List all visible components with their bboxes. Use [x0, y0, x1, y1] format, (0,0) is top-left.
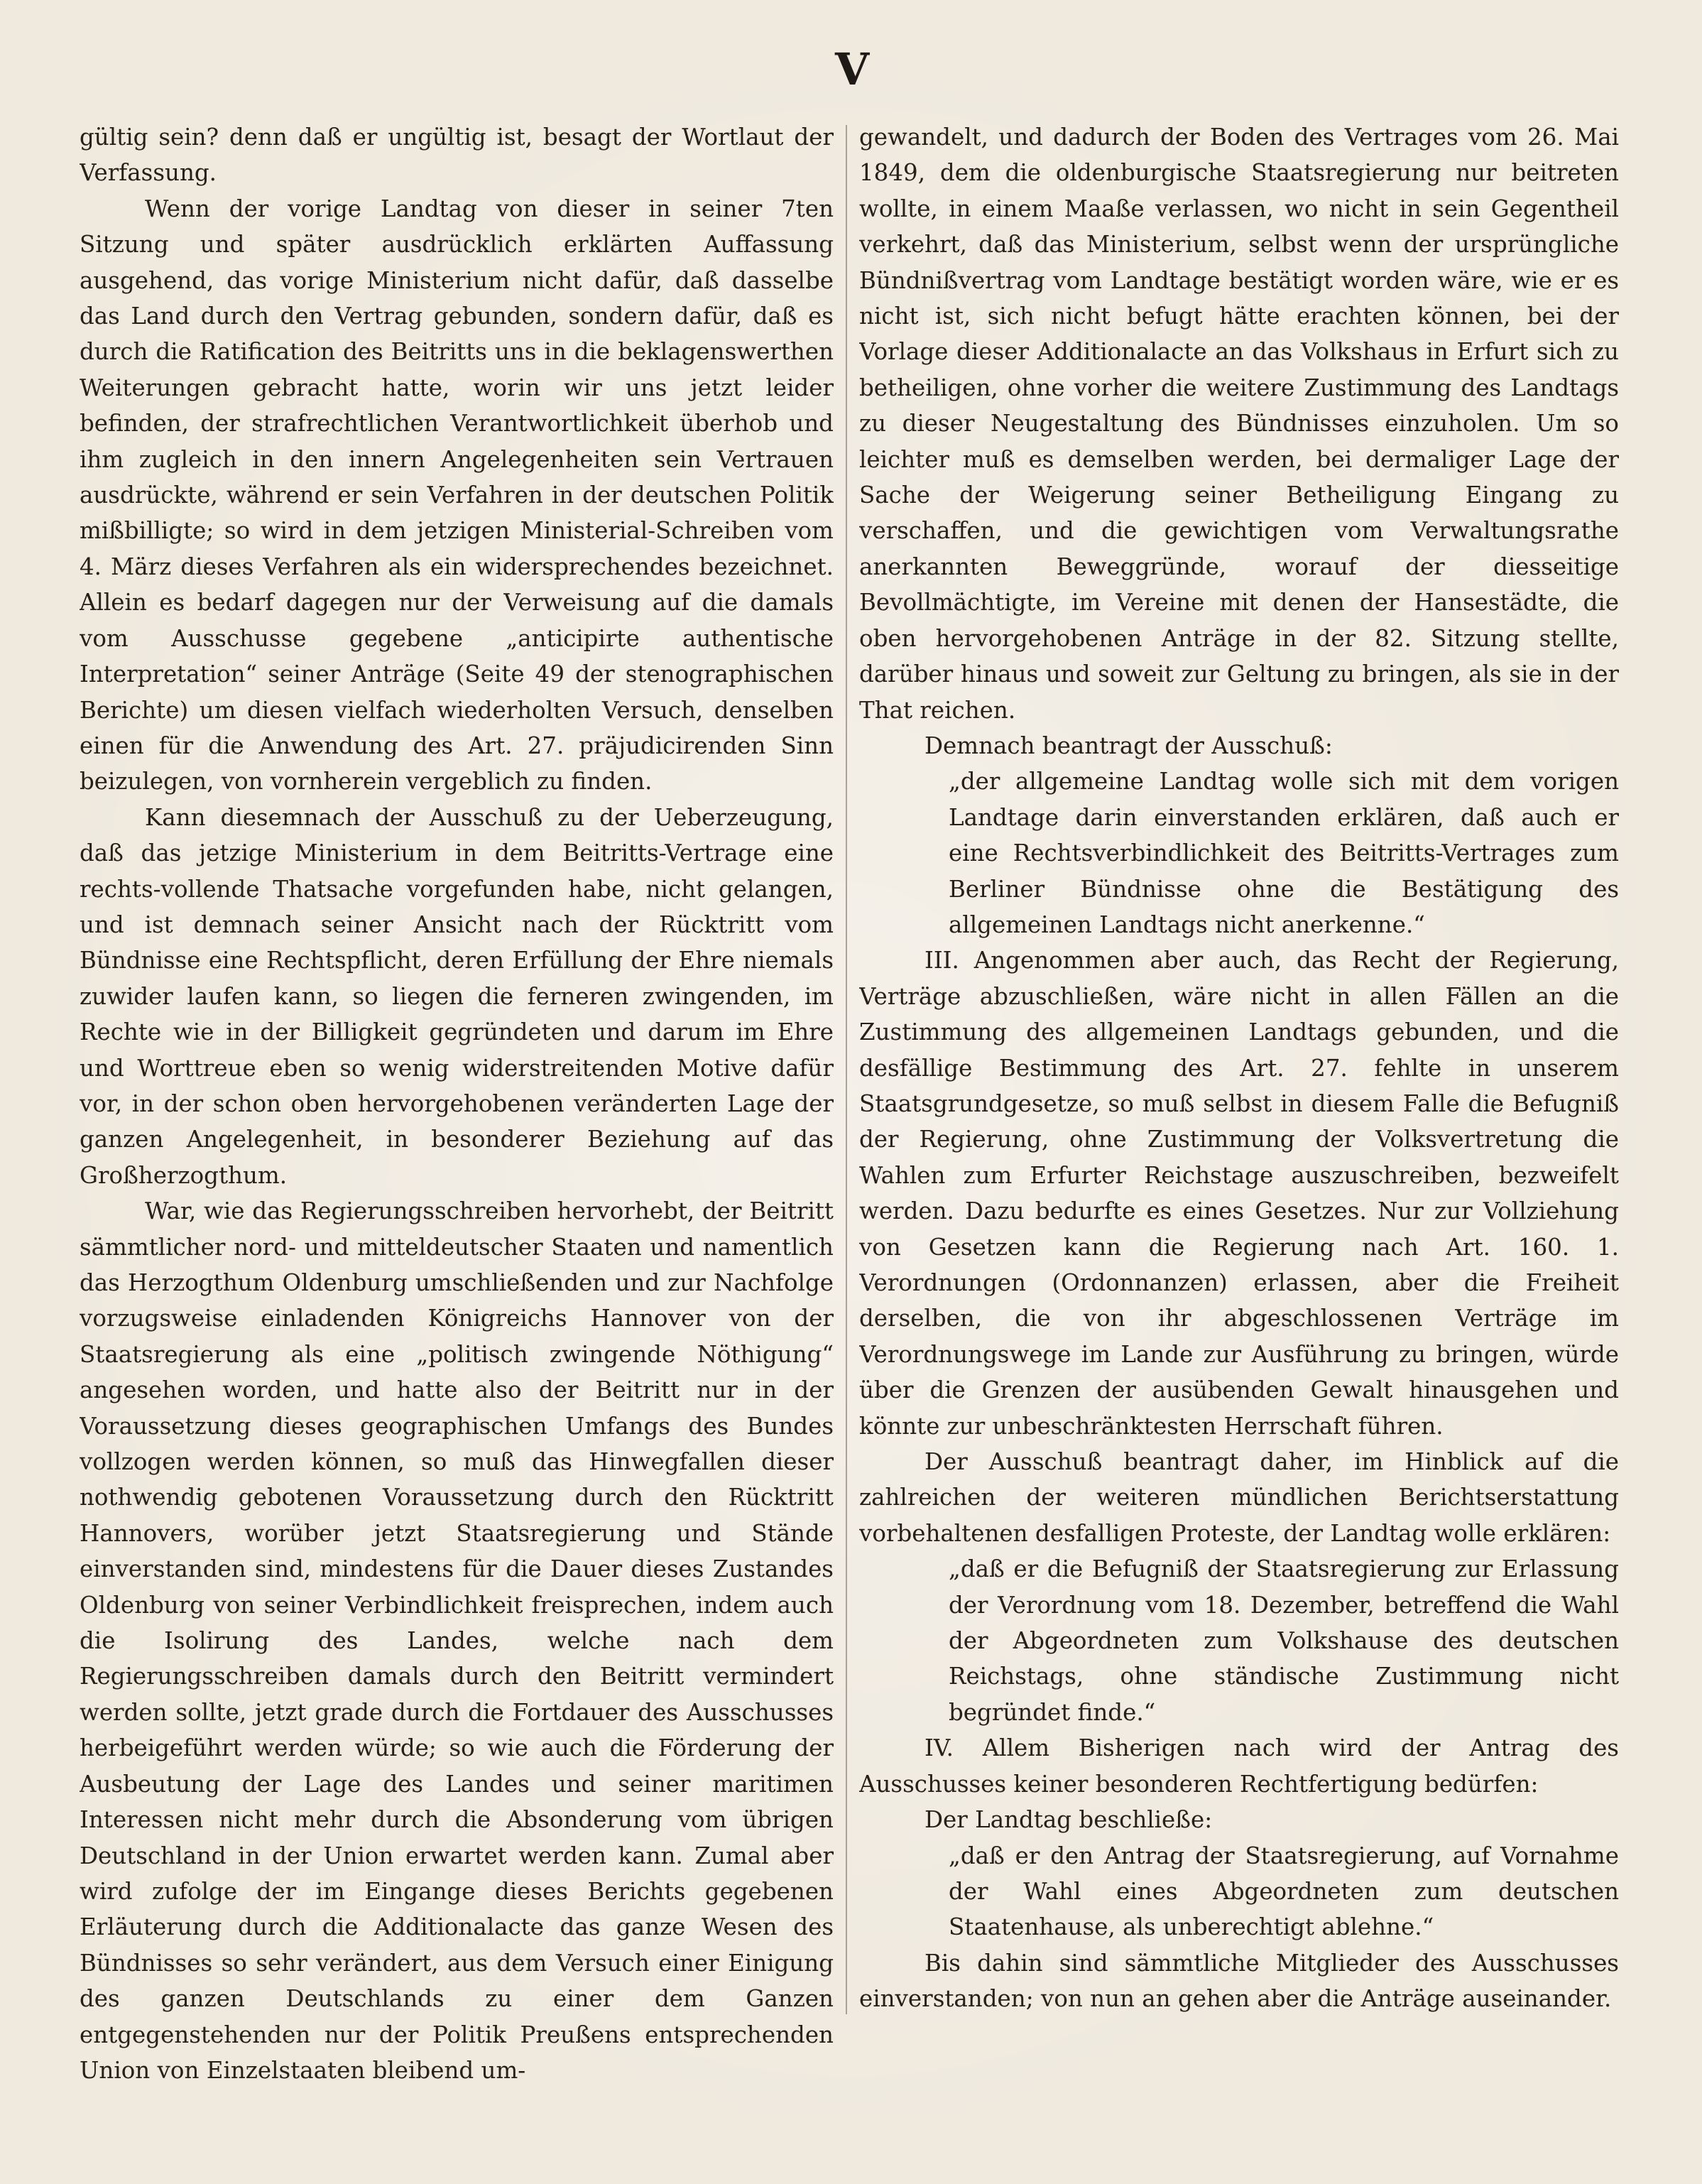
- left-paragraph-1: gültig sein? denn daß er ungültig ist, besagt der Wortlaut der Verfassung.: [80, 124, 834, 187]
- right-quote-2: „daß er die Befugniß der Staatsregierung zur Erlassung der Verordnung vom 18. Dezember, betreffend die Wahl der Abgeordneten zum Volkshause des deutschen Reichstags, ohne ständische Zustimmung nicht begründet finde.“: [949, 1555, 1619, 1726]
- right-paragraph-2: Demnach beantragt der Ausschuß:: [924, 732, 1333, 759]
- left-paragraph-4: War, wie das Regierungsschreiben hervorhebt, der Beitritt sämmtlicher nord- und mitteldeutscher Staaten und namentlich das Herzogthum Oldenburg umschließenden und zur Nachfolge vorzugsweise einladenden Königreichs Hannover von der Staatsregierung als eine „politisch zwingende Nöthigung“ angesehen worden, und hatte also der Beitritt nur in der Voraussetzung dieses geographischen Umfangs des Bundes vollzogen werden können, so muß das Hinwegfallen dieser nothwendig gebotenen Voraussetzung durch den Rücktritt Hannovers, worüber jetzt Staatsregierung und Stände einverstanden sind, mindestens für die Dauer dieses Zustandes Oldenburg von seiner Verbindlichkeit freisprechen, indem auch die Isolirung des Landes, welche nach dem Regierungsschreiben damals durch den Beitritt vermindert werden sollte, jetzt grade durch die Fortdauer des Ausschusses herbeigeführt werden würde; so wie auch die Förderung der Ausbeutung der Lage des Landes und seiner maritimen Interessen nicht mehr durch die Absonderung vom übrigen Deutschland in der Union erwartet werden kann. Zumal aber wird zufolge der im Eingange dieses Berichts gegebenen Erläuterung durch die Additionalacte das ganze Wesen des Bündnisses so sehr verändert, aus dem Versuch einer Einigung des ganzen Deutschlands zu einer dem Ganzen entgegenstehenden nur der Politik Preußens entsprechenden Union von Einzelstaaten bleibend um-: [80, 1197, 834, 2084]
- right-paragraph-8: Der Landtag beschließe:: [924, 1806, 1213, 1834]
- page-number: V: [834, 43, 870, 95]
- right-quote-1: „der allgemeine Landtag wolle sich mit dem vorigen Landtage darin einverstanden erklären, daß auch er eine Rechtsverbindlichkeit des Beitritts-Vertrages zum Berliner Bündnisse ohne die Bestätigung des allgemeinen Landtags nicht anerkenne.“: [949, 768, 1619, 938]
- right-quote-3: „daß er den Antrag der Staatsregierung, auf Vornahme der Wahl eines Abgeordneten zum deutschen Staatenhause, als unberechtigt ablehne.“: [949, 1842, 1619, 1941]
- right-paragraph-section-iv: IV. Allem Bisherigen nach wird der Antrag des Ausschusses keiner besonderen Rechtfertigung bedürfen:: [859, 1734, 1619, 1798]
- right-paragraph-5: Der Ausschuß beantragt daher, im Hinblick auf die zahlreichen der weiteren mündlichen Berichtserstattung vorbehaltenen desfalligen Proteste, der Landtag wolle erklären:: [859, 1448, 1619, 1547]
- left-column: [80, 119, 834, 2151]
- right-column: [859, 119, 1619, 2151]
- right-paragraph-section-iii: III. Angenommen aber auch, das Recht der Regierung, Verträge abzuschließen, wäre nicht in allen Fällen an die Zustimmung des allgemeinen Landtags gebunden, und die desfällige Bestimmung des Art. 27. fehlte in unserem Staatsgrundgesetze, so muß selbst in diesem Falle die Befugniß der Regierung, ohne Zustimmung der Volksvertretung die Wahlen zum Erfurter Reichstage auszuschreiben, bezweifelt werden. Dazu bedurfte es eines Gesetzes. Nur zur Vollziehung von Gesetzen kann die Regierung nach Art. 160. 1. Verordnungen (Ordonnanzen) erlassen, aber die Freiheit derselben, die von ihr abgeschlossenen Verträge im Verordnungswege im Lande zur Ausführung zu bringen, würde über die Grenzen der ausübenden Gewalt hinausgehen und könnte zur unbeschränktesten Herrschaft führen.: [859, 947, 1619, 1440]
- column-divider: [846, 125, 847, 2014]
- left-paragraph-2: Wenn der vorige Landtag von dieser in seiner 7ten Sitzung und später ausdrücklich erklärten Auffassung ausgehend, das vorige Ministerium nicht dafür, daß dasselbe das Land durch den Vertrag gebunden, sondern dafür, daß es durch die Ratification des Beitritts uns in die beklagenswerthen Weiterungen gebracht hatte, worin wir uns jetzt leider befinden, der strafrechtlichen Verantwortlichkeit überhob und ihm zugleich in den innern Angelegenheiten sein Vertrauen ausdrückte, während er sein Verfahren in der deutschen Politik mißbilligte; so wird in dem jetzigen Ministerial-Schreiben vom 4. März dieses Verfahren als ein widersprechendes bezeichnet. Allein es bedarf dagegen nur der Verweisung auf die damals vom Ausschusse gegebene „anticipirte authentische Interpretation“ seiner Anträge (Seite 49 der stenographischen Berichte) um diesen vielfach wiederholten Versuch, denselben einen für die Anwendung des Art. 27. präjudicirenden Sinn beizulegen, von vornherein vergeblich zu finden.: [80, 195, 834, 795]
- right-paragraph-1: gewandelt, und dadurch der Boden des Vertrages vom 26. Mai 1849, dem die oldenburgische Staatsregierung nur beitreten wollte, in einem Maaße verlassen, wo nicht in sein Gegentheil verkehrt, daß das Ministerium, selbst wenn der ursprüngliche Bündnißvertrag vom Landtage bestätigt worden wäre, wie er es nicht ist, sich nicht befugt hätte erachten können, bei der Vorlage dieser Additionalacte an das Volkshaus in Erfurt sich zu betheiligen, ohne vorher die weitere Zustimmung des Landtags zu dieser Neugestaltung des Bündnisses einzuholen. Um so leichter muß es demselben werden, bei dermaliger Lage der Sache der Weigerung seiner Betheiligung Eingang zu verschaffen, und die gewichtigen vom Verwaltungsrathe anerkannten Beweggründe, worauf der diesseitige Bevollmächtigte, im Vereine mit denen der Hansestädte, die oben hervorgehobenen Anträge in der 82. Sitzung stellte, darüber hinaus und soweit zur Geltung zu bringen, als sie in der That reichen.: [859, 124, 1619, 724]
- right-paragraph-10: Bis dahin sind sämmtliche Mitglieder des Ausschusses einverstanden; von nun an gehen aber die Anträge auseinander.: [859, 1949, 1619, 2013]
- left-paragraph-3: Kann diesemnach der Ausschuß zu der Ueberzeugung, daß das jetzige Ministerium in dem Beitritts-Vertrage eine rechts-vollende Thatsache vorgefunden habe, nicht gelangen, und ist demnach seiner Ansicht nach der Rücktritt vom Bündnisse eine Rechtspflicht, deren Erfüllung der Ehre niemals zuwider laufen kann, so liegen die ferneren zwingenden, im Rechte wie in der Billigkeit gegründeten und darum im Ehre und Worttreue eben so wenig widerstreitenden Motive dafür vor, in der schon oben hervorgehobenen veränderten Lage der ganzen Angelegenheit, in besonderer Beziehung auf das Großherzogthum.: [80, 803, 834, 1189]
